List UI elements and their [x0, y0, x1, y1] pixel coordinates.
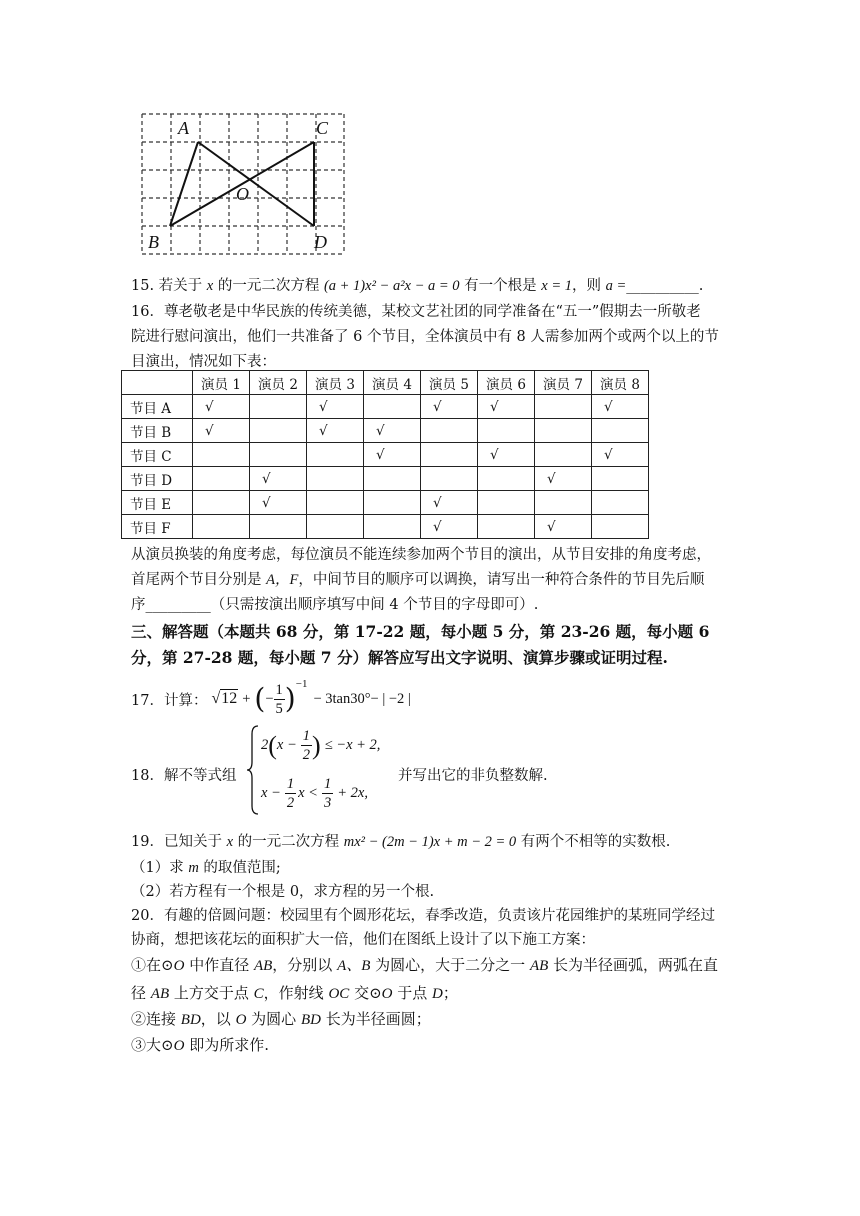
table-cell: √ — [478, 395, 535, 419]
grid-figure — [138, 110, 350, 260]
table-cell — [307, 491, 364, 515]
table-cell — [307, 467, 364, 491]
table-cell: 节目 B — [122, 419, 193, 443]
table-cell — [307, 443, 364, 467]
table-cell: 演员 1 — [193, 371, 250, 395]
table-cell — [592, 467, 649, 491]
table-cell — [250, 395, 307, 419]
q19-equation: mx² − (2m − 1)x + m − 2 = 0 — [343, 834, 517, 850]
table-header-row — [122, 371, 649, 395]
segment-ad — [198, 142, 314, 226]
table-cell: √ — [250, 491, 307, 515]
table-cell — [364, 467, 421, 491]
question-19-part-1: （1）求 m 的取值范围; — [131, 860, 281, 876]
q16-line-2: 院进行慰问演出，他们一共准备了 6 个节目，全体演员中有 8 人需参加两个或两个以上的节 — [131, 329, 719, 345]
q20-step-2: ②连接 BD，以 O 为圆心 BD 长为半径画圆； — [131, 1010, 431, 1028]
section-heading-line-1: 三、解答题（本题共 68 分，第 17-22 题，每小题 5 分，第 23-26 题，每小题 6 — [131, 622, 710, 641]
answer-blank: _________ — [145, 597, 211, 613]
q20-step-1-cont: 径 AB 上方交于点 C，作射线 OC 交⊙O 于点 D； — [131, 984, 458, 1002]
table-cell — [421, 467, 478, 491]
table-cell: √ — [364, 419, 421, 443]
sqrt-radicand: 12 — [221, 690, 238, 707]
table-cell — [250, 515, 307, 539]
answer-blank: __________ — [626, 278, 699, 294]
question-19: 19．已知关于 x 的一元二次方程 mx² − (2m − 1)x + m − 2 = 0 有两个不相等的实数根. — [131, 834, 671, 850]
table-cell: √ — [421, 491, 478, 515]
label-o: O — [236, 184, 249, 204]
table-cell — [592, 491, 649, 515]
q20-step-3: ③大⊙O 即为所求作. — [131, 1036, 269, 1054]
table-cell: 演员 5 — [421, 371, 478, 395]
table-cell — [535, 395, 592, 419]
table-cell: 演员 2 — [250, 371, 307, 395]
table-cell — [535, 419, 592, 443]
q16-line-3: 目演出，情况如下表： — [131, 354, 276, 370]
table-row — [122, 419, 649, 443]
table-cell: √ — [421, 515, 478, 539]
q16-line-1: 16．尊老敬老是中华民族的传统美德，某校文艺社团的同学准备在“五一”假期去一所敬老 — [131, 304, 701, 320]
table-cell: 节目 F — [122, 515, 193, 539]
table-cell: √ — [364, 443, 421, 467]
table-cell: √ — [193, 419, 250, 443]
table-cell — [592, 515, 649, 539]
question-15: 15. 若关于 x 的一元二次方程 (a + 1)x² − a²x − a = 0 有一个根是 x = 1，则 a =__________. — [131, 278, 704, 294]
table-cell: 节目 A — [122, 395, 193, 419]
q16-after-1: 从演员换装的角度考虑，每位演员不能连续参加两个节目的演出，从节目安排的角度考虑， — [131, 547, 711, 563]
fraction: $\frac{1}{5}$ — [275, 681, 283, 717]
table-cell — [478, 515, 535, 539]
table-cell — [535, 443, 592, 467]
table-cell: √ — [307, 395, 364, 419]
question-18-label: 18．解不等式组 — [131, 768, 237, 784]
label-a: A — [178, 118, 189, 138]
table-cell — [364, 395, 421, 419]
q16-after-3: 序_________（只需按演出顺序填写中间 4 个节目的字母即可）. — [131, 597, 539, 613]
table-cell — [122, 371, 193, 395]
segment-ab — [170, 142, 198, 226]
table-cell: √ — [193, 395, 250, 419]
table-row — [122, 395, 649, 419]
table-cell — [250, 419, 307, 443]
label-b: B — [148, 232, 159, 252]
table-cell: √ — [307, 419, 364, 443]
table-row — [122, 443, 649, 467]
table-cell — [478, 467, 535, 491]
label-d: D — [314, 232, 327, 252]
program-table — [121, 370, 649, 539]
table-cell — [364, 515, 421, 539]
inequality-1: 2 ( x − $\frac{1}{2}$ ) ≤ −x + 2, — [261, 728, 381, 763]
table-cell: 演员 3 — [307, 371, 364, 395]
inequality-2: x − $\frac{1}{2}$ x < $\frac{1}{3}$ + 2x, — [261, 776, 368, 811]
table-cell: 演员 6 — [478, 371, 535, 395]
system-brace — [246, 724, 260, 816]
q20-line-1: 20．有趣的倍圆问题：校园里有个圆形花坛，春季改造，负责该片花园维护的某班同学经过 — [131, 908, 715, 924]
question-19-part-2: （2）若方程有一个根是 0，求方程的另一个根. — [131, 884, 435, 900]
q20-step-1: ①在⊙O 中作直径 AB，分别以 A、B 为圆心，大于二分之一 AB 长为半径画弧，两弧在直 — [131, 956, 719, 974]
table-row — [122, 467, 649, 491]
q15-equation: (a + 1)x² − a²x − a = 0 — [323, 278, 460, 294]
table-cell: 演员 8 — [592, 371, 649, 395]
table-cell — [193, 491, 250, 515]
table-cell — [421, 443, 478, 467]
table-cell: √ — [478, 443, 535, 467]
table-cell — [250, 443, 307, 467]
table-cell — [193, 515, 250, 539]
q16-after-2: 首尾两个节目分别是 A，F，中间节目的顺序可以调换，请写出一种符合条件的节目先后顺 — [131, 572, 705, 588]
table-cell — [193, 443, 250, 467]
table-cell: 演员 7 — [535, 371, 592, 395]
table-cell: √ — [535, 467, 592, 491]
table-cell — [364, 491, 421, 515]
table-cell — [307, 515, 364, 539]
table-cell: 节目 D — [122, 467, 193, 491]
table-row — [122, 515, 649, 539]
table-cell: √ — [592, 395, 649, 419]
table-cell — [421, 419, 478, 443]
table-cell: 节目 C — [122, 443, 193, 467]
table-cell — [592, 419, 649, 443]
table-cell — [535, 491, 592, 515]
table-cell — [478, 491, 535, 515]
table-cell: 演员 4 — [364, 371, 421, 395]
table-cell: √ — [421, 395, 478, 419]
section-heading-line-2: 分，第 27-28 题，每小题 7 分）解答应写出文字说明、演算步骤或证明过程. — [131, 648, 668, 667]
question-17: 17．计算： √12 + ( − $\frac{1}{5}$ ) −1 − 3tan30°− | −2 | — [131, 678, 411, 717]
table-cell: √ — [592, 443, 649, 467]
q20-line-2: 协商，想把该花坛的面积扩大一倍，他们在图纸上设计了以下施工方案： — [131, 932, 595, 948]
label-c: C — [316, 118, 329, 138]
table-cell: √ — [535, 515, 592, 539]
table-cell — [478, 419, 535, 443]
table-row — [122, 491, 649, 515]
table-cell: √ — [250, 467, 307, 491]
table-cell — [193, 467, 250, 491]
table-cell: 节目 E — [122, 491, 193, 515]
question-18-tail: 并写出它的非负整数解. — [398, 768, 548, 784]
